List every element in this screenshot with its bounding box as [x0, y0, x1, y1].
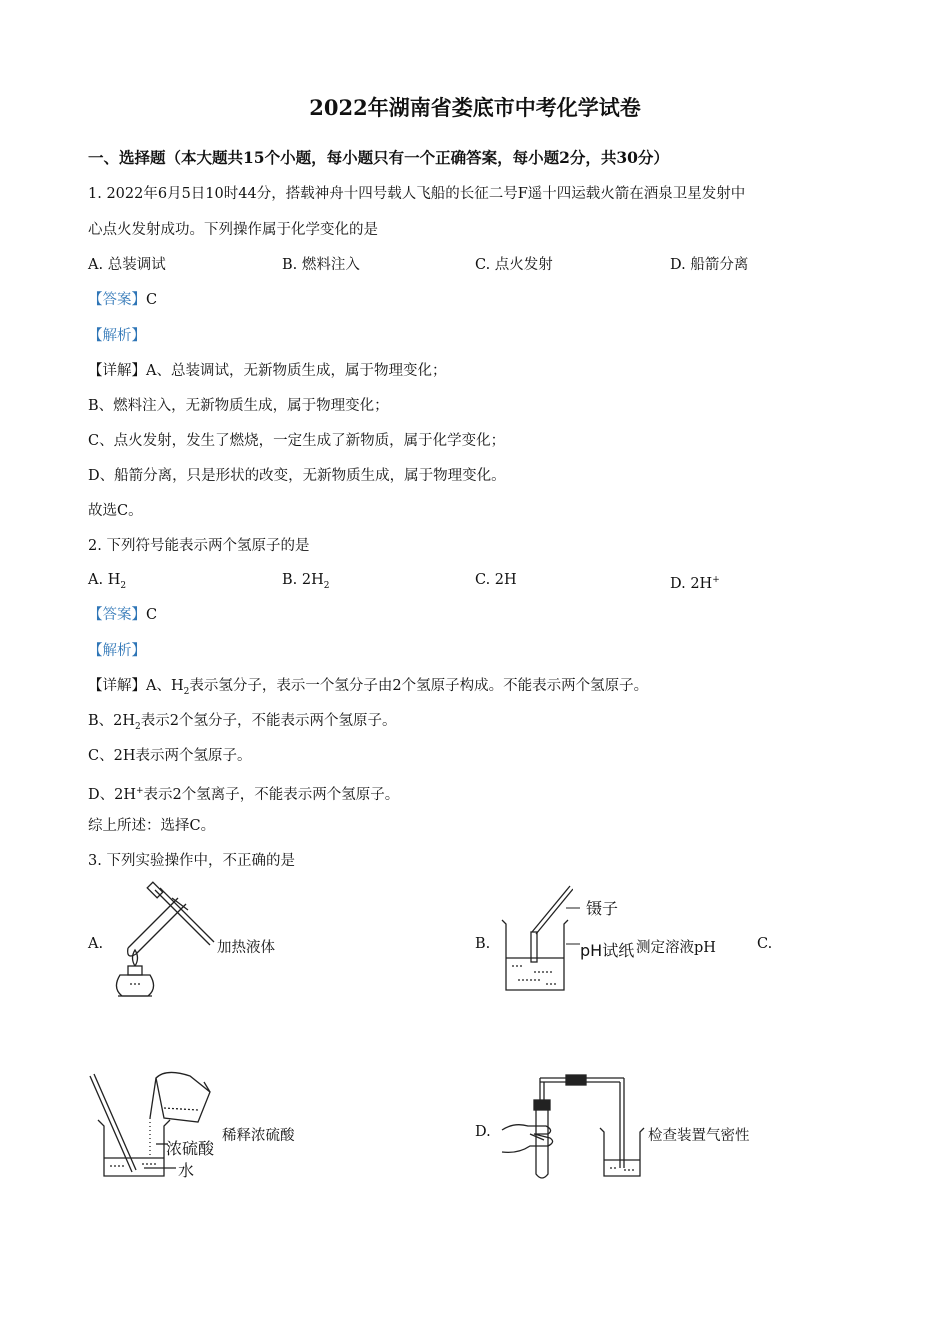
- detail-text: 表示氢分子，表示一个氢分子由2个氢原子构成。不能表示两个氢原子。: [189, 678, 649, 694]
- q1-analysis-tag: 【解析】: [88, 328, 146, 344]
- ph-test-illustration: [498, 884, 573, 996]
- q2-option-c: C. 2H: [475, 572, 517, 588]
- q2-answer: [88, 605, 157, 625]
- answer-tag: 【答案】: [88, 292, 146, 308]
- detail-tag: 【详解】: [88, 678, 146, 694]
- subscript: 2: [135, 721, 141, 732]
- detail-text: 表示2个氢离子，不能表示两个氢原子。: [143, 786, 400, 803]
- q1-option-b: B. 燃料注入: [282, 257, 360, 273]
- q1-option-a: A. 总装调试: [88, 257, 166, 273]
- q2-stem: 2. 下列符号能表示两个氢原子的是: [88, 538, 310, 554]
- q3-option-d-caption: 检查装置气密性: [648, 1128, 750, 1144]
- page-title: 2022年湖南省娄底市中考化学试卷: [309, 95, 641, 120]
- q1-option-d: D. 船箭分离: [670, 257, 749, 273]
- answer-value: C: [146, 292, 158, 308]
- q2-detail-c: C、2H表示两个氢原子。: [88, 748, 252, 764]
- option-text: D. 2H: [670, 575, 713, 592]
- q2-option-a: [88, 570, 126, 596]
- subscript: 2: [323, 580, 330, 591]
- q3-option-b-letter: B.: [475, 936, 491, 952]
- q2-option-b: [282, 570, 329, 596]
- q1-option-c: C. 点火发射: [475, 257, 553, 273]
- option-text: B. 2H: [282, 572, 324, 588]
- q1-detail-c: C、点火发射，发生了燃烧，一定生成了新物质，属于化学变化；: [88, 433, 506, 449]
- q1-answer: [88, 290, 157, 310]
- airtightness-illustration: [500, 1070, 648, 1184]
- q1-stem-line1: 1. 2022年6月5日10时44分，搭载神舟十四号载人飞船的长征二号F遥十四运载火箭在酒泉卫星发射中: [88, 186, 746, 202]
- option-text: A. H: [88, 572, 121, 588]
- q2-detail-b: [88, 711, 397, 737]
- q3-option-a-letter: A.: [88, 936, 104, 952]
- detail-text: B、2H: [88, 713, 136, 729]
- q2-conclusion: 综上所述：选择C。: [88, 818, 216, 834]
- q2-analysis-tag: 【解析】: [88, 643, 146, 659]
- q1-detail-b: B、燃料注入，无新物质生成，属于物理变化；: [88, 398, 389, 414]
- label-leader-lines: [566, 902, 580, 950]
- acid-label: 浓硫酸: [166, 1139, 215, 1158]
- subscript: 2: [183, 686, 190, 697]
- water-label: 水: [178, 1161, 195, 1180]
- detail-text: A、H: [146, 678, 184, 694]
- q1-detail-a: [88, 361, 446, 381]
- q2-option-d: [670, 570, 720, 594]
- heating-liquid-illustration: [100, 880, 215, 1000]
- superscript: +: [712, 575, 720, 585]
- answer-tag: 【答案】: [88, 607, 146, 623]
- q3-option-b-caption: 测定溶液pH: [636, 940, 716, 956]
- subscript: 2: [120, 580, 127, 591]
- superscript: +: [136, 786, 144, 796]
- detail-tag: 【详解】: [88, 363, 146, 379]
- detail-text: D、2H: [88, 786, 136, 803]
- q1-conclusion: 故选C。: [88, 503, 143, 519]
- answer-value: C: [146, 607, 158, 623]
- detail-text: 表示2个氢分子，不能表示两个氢原子。: [140, 713, 397, 729]
- q1-stem-line2: 心点火发射成功。下列操作属于化学变化的是: [88, 222, 378, 238]
- q3-option-a-caption: 加热液体: [217, 940, 275, 956]
- q2-detail-d: [88, 781, 399, 805]
- q1-detail-d: D、船箭分离，只是形状的改变，无新物质生成，属于物理变化。: [88, 468, 506, 484]
- q3-stem: 3. 下列实验操作中，不正确的是: [88, 853, 295, 869]
- q3-option-c-letter: C.: [757, 936, 773, 952]
- q2-detail-a: [88, 676, 648, 702]
- tweezers-label: 镊子: [586, 899, 619, 918]
- q3-option-c-caption: 稀释浓硫酸: [222, 1128, 295, 1144]
- q3-option-d-letter: D.: [475, 1124, 491, 1140]
- section-heading: 一、选择题（本大题共15个小题，每小题只有一个正确答案，每小题2分，共30分）: [88, 148, 669, 167]
- ph-paper-label: pH试纸: [580, 941, 635, 960]
- detail-text: A、总装调试，无新物质生成，属于物理变化；: [146, 363, 447, 379]
- dilute-acid-illustration: [86, 1064, 216, 1184]
